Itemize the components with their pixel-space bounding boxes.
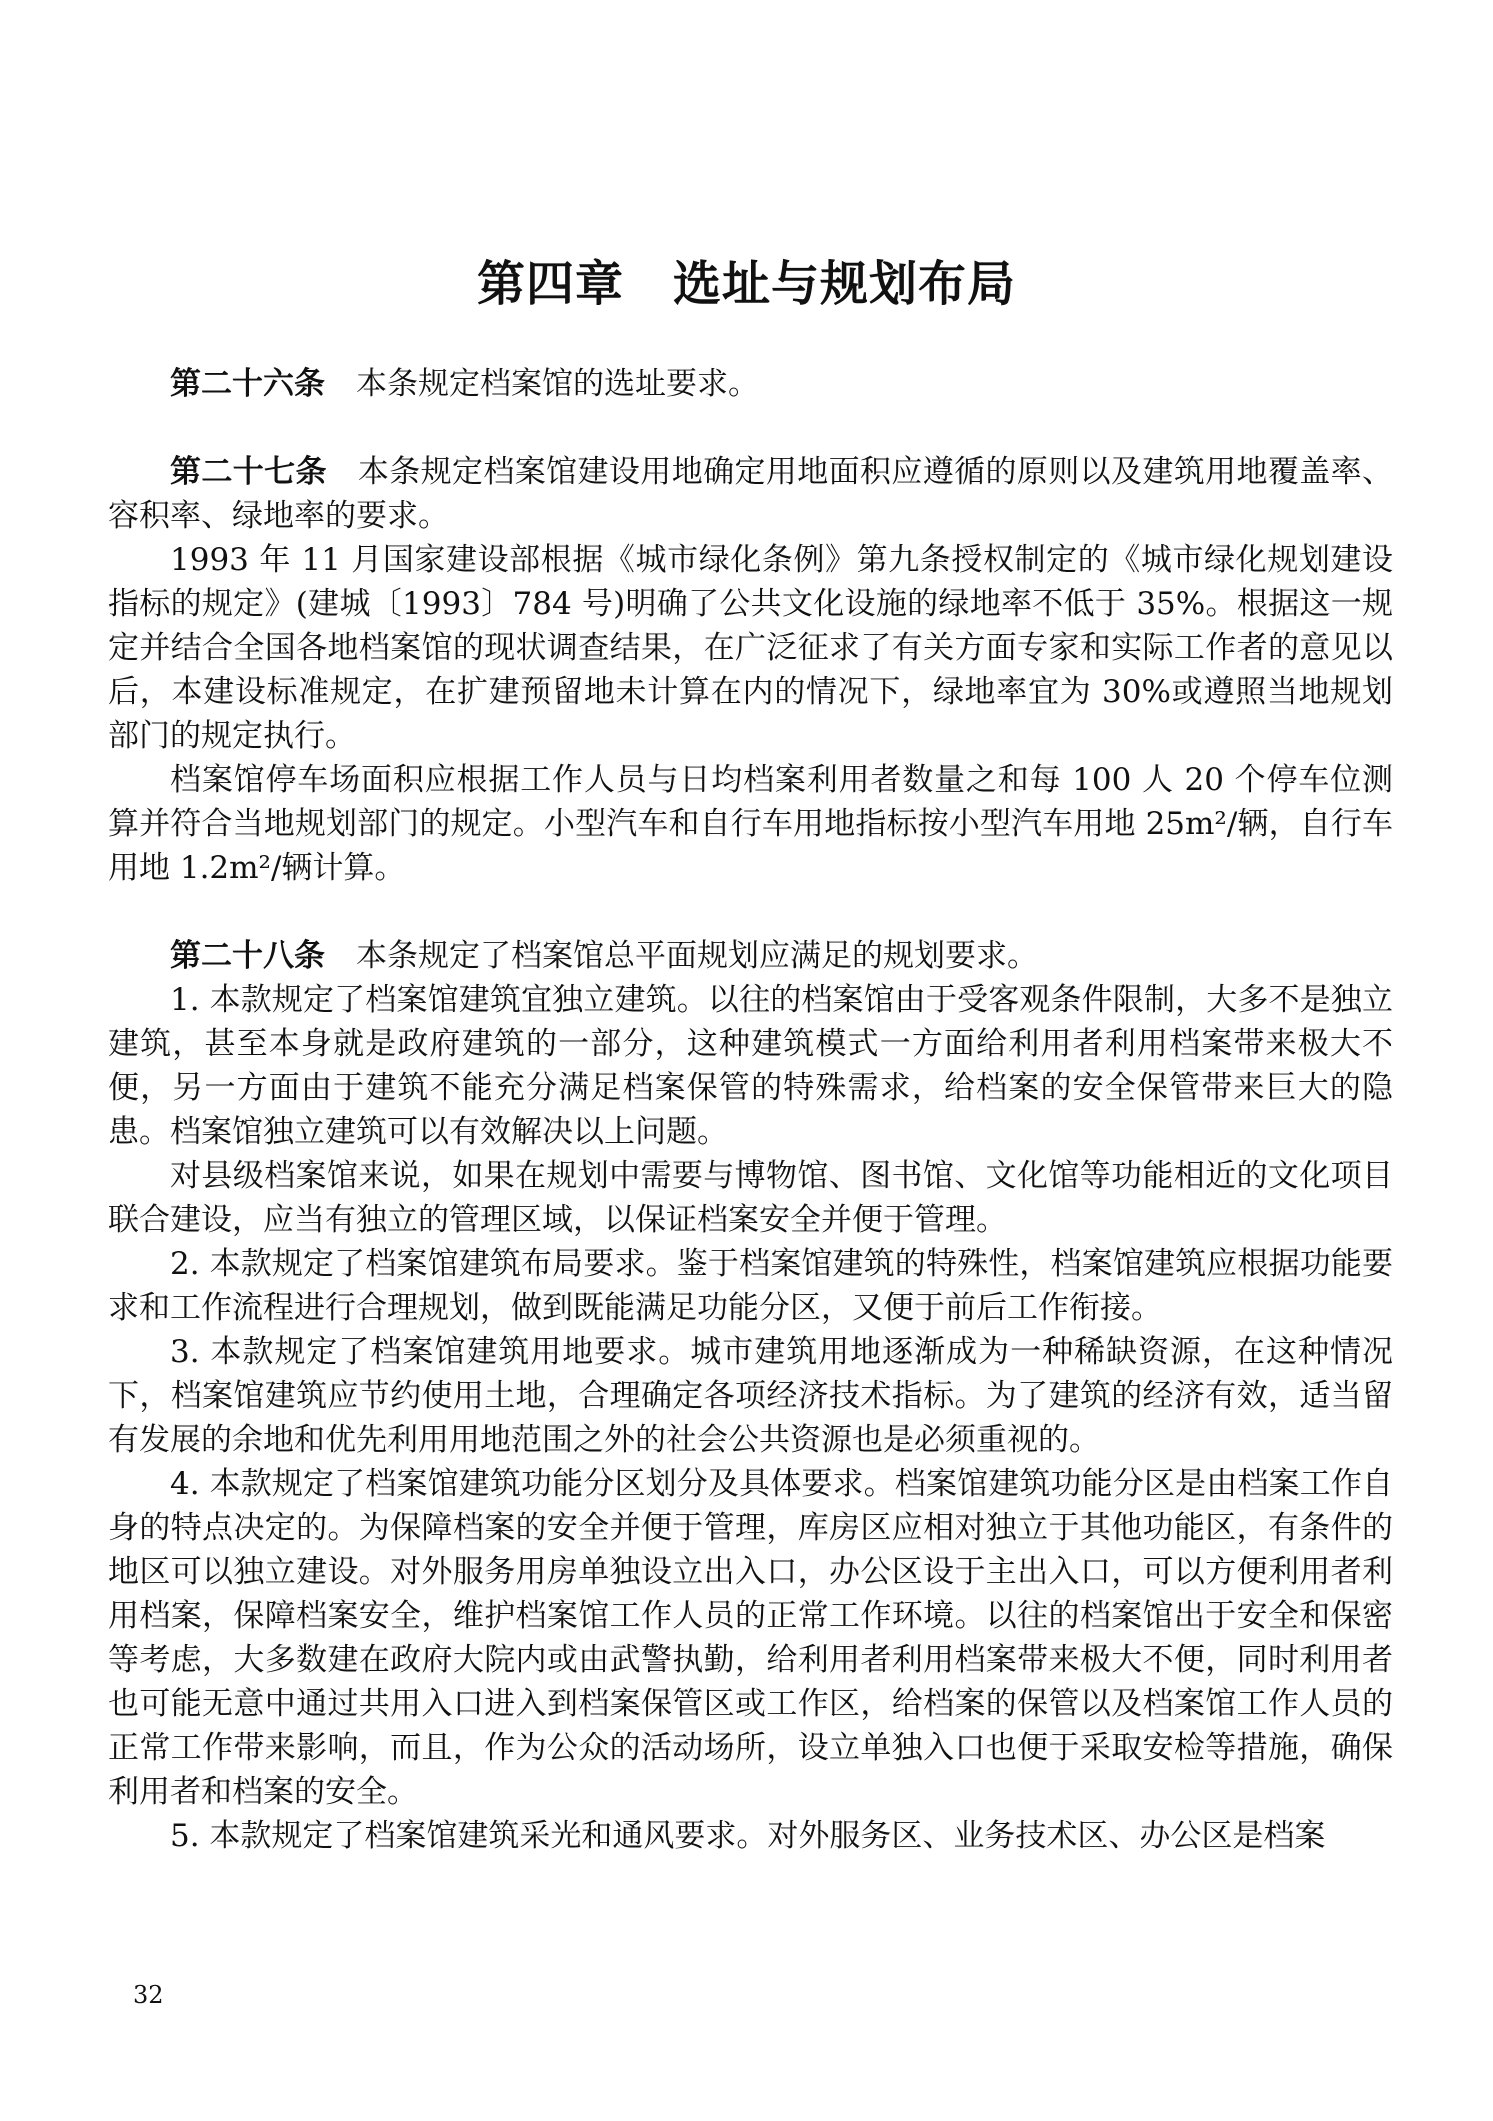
article-27-lead [108, 450, 1393, 538]
paragraph: 档案馆停车场面积应根据工作人员与日均档案利用者数量之和每 100 人 20 个停车位测算并符合当地规划部门的规定。小型汽车和自行车用地指标按小型汽车用地 25m²/辆，自行车用地 1.2m²/辆计算。 [108, 762, 1393, 886]
article-28-lead [108, 934, 1393, 978]
article-lead-text: 本条规定了档案馆总平面规划应满足的规划要求。 [356, 938, 1038, 974]
paragraph: 2. 本款规定了档案馆建筑布局要求。鉴于档案馆建筑的特殊性，档案馆建筑应根据功能要求和工作流程进行合理规划，做到既能满足功能分区，又便于前后工作衔接。 [108, 1246, 1393, 1326]
paragraph: 1. 本款规定了档案馆建筑宜独立建筑。以往的档案馆由于受客观条件限制，大多不是独立建筑，甚至本身就是政府建筑的一部分，这种建筑模式一方面给利用者利用档案带来极大不便，另一方面由于建筑不能充分满足档案保管的特殊需求，给档案的安全保管带来巨大的隐患。档案馆独立建筑可以有效解决以上问题。 [108, 982, 1393, 1150]
page-number: 32 [133, 1981, 164, 2009]
article-26-lead [108, 362, 1393, 406]
article-lead-text: 本条规定档案馆建设用地确定用地面积应遵循的原则以及建筑用地覆盖率、容积率、绿地率的要求。 [108, 454, 1394, 534]
document-body [108, 362, 1393, 1858]
paragraph: 5. 本款规定了档案馆建筑采光和通风要求。对外服务区、业务技术区、办公区是档案 [170, 1818, 1326, 1854]
article-lead-text: 本条规定档案馆的选址要求。 [356, 366, 759, 402]
paragraph: 4. 本款规定了档案馆建筑功能分区划分及具体要求。档案馆建筑功能分区是由档案工作自身的特点决定的。为保障档案的安全并便于管理，库房区应相对独立于其他功能区，有条件的地区可以独立建设。对外服务用房单独设立出入口，办公区设于主出入口，可以方便利用者利用档案，保障档案安全，维护档案馆工作人员的正常工作环境。以往的档案馆出于安全和保密等考虑，大多数建在政府大院内或由武警执勤，给利用者利用档案带来极大不便，同时利用者也可能无意中通过共用入口进入到档案保管区或工作区，给档案的保管以及档案馆工作人员的正常工作带来影响，而且，作为公众的活动场所，设立单独入口也便于采取安检等措施，确保利用者和档案的安全。 [108, 1466, 1393, 1810]
chapter-title: 第四章 选址与规划布局 [476, 256, 1016, 313]
article-label: 第二十七条 [170, 454, 327, 490]
article-label: 第二十六条 [170, 366, 325, 402]
article-label: 第二十八条 [170, 938, 325, 974]
paragraph: 对县级档案馆来说，如果在规划中需要与博物馆、图书馆、文化馆等功能相近的文化项目联合建设，应当有独立的管理区域，以保证档案安全并便于管理。 [108, 1158, 1393, 1238]
paragraph: 1993 年 11 月国家建设部根据《城市绿化条例》第九条授权制定的《城市绿化规划建设指标的规定》(建城〔1993〕784 号)明确了公共文化设施的绿地率不低于 35%。根据这一规定并结合全国各地档案馆的现状调查结果，在广泛征求了有关方面专家和实际工作者的意见以后，本建设标准规定，在扩建预留地未计算在内的情况下，绿地率宜为 30%或遵照当地规划部门的规定执行。 [108, 542, 1393, 754]
paragraph: 3. 本款规定了档案馆建筑用地要求。城市建筑用地逐渐成为一种稀缺资源，在这种情况下，档案馆建筑应节约使用土地，合理确定各项经济技术指标。为了建筑的经济有效，适当留有发展的余地和优先利用用地范围之外的社会公共资源也是必须重视的。 [108, 1334, 1393, 1458]
